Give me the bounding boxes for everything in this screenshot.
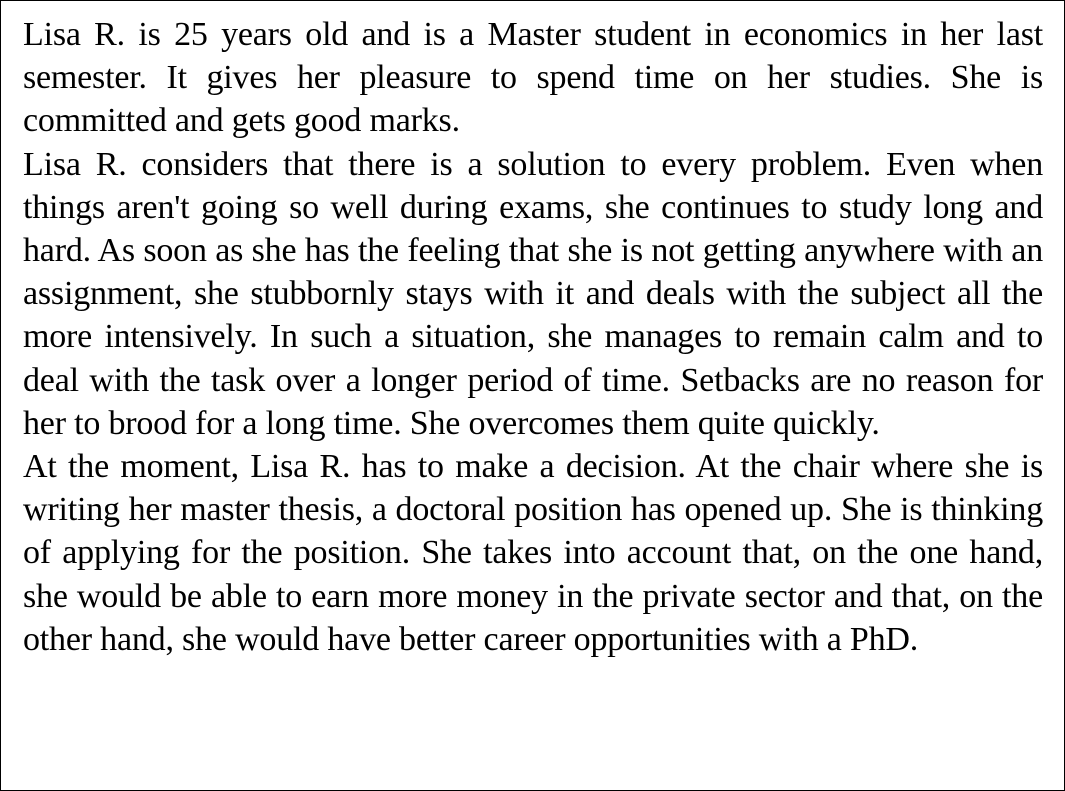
paragraph-persistence: Lisa R. considers that there is a solution to every problem. Even when things aren't going so well during exams, she continues to study long and hard. As soon as she has the feeling that she is not getting anywhere with an assignment, she stubbornly stays with it and deals with the subject all the more intensively. In such a situation, she manages to remain calm and to deal with the task over a longer period of time. Setbacks are no reason for her to brood for a long time. She overcomes them quite quickly. (23, 145, 1043, 442)
paragraph-decision: At the moment, Lisa R. has to make a decision. At the chair where she is writing her master thesis, a doctoral position has opened up. She is thinking of applying for the position. She takes into account that, on the one hand, she would be able to earn more money in the private sector and that, on the other hand, she would have better career opportunities with a PhD. (23, 448, 1043, 658)
paragraph-intro: Lisa R. is 25 years old and is a Master student in economics in her last semester. It gives her pleasure to spend time on her studies. She is committed and gets good marks. (23, 16, 1043, 140)
document-body (23, 13, 1043, 661)
